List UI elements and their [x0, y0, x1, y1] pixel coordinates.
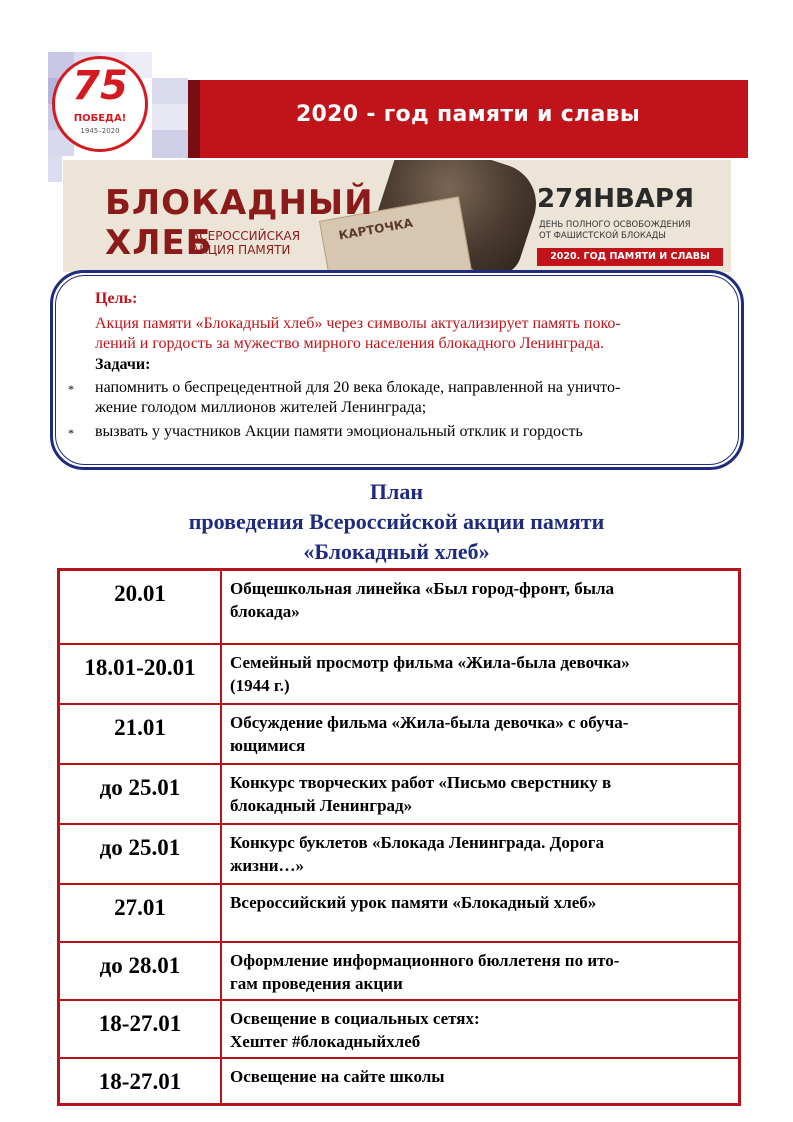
- event-line: Освещение на сайте школы: [230, 1067, 445, 1086]
- event-date: до 25.01: [60, 765, 222, 823]
- event-date: до 25.01: [60, 825, 222, 883]
- goal-heading: Цель:: [95, 290, 138, 307]
- plan-table: [57, 568, 741, 1106]
- banner-date-sub1: ДЕНЬ ПОЛНОГО ОСВОБОЖДЕНИЯ: [539, 220, 691, 230]
- event-description: [222, 825, 738, 883]
- bullet-icon: *: [68, 426, 74, 440]
- event-line: жизни…»: [230, 856, 305, 875]
- event-date: 27.01: [60, 885, 222, 941]
- table-row: [60, 1059, 738, 1103]
- event-date: 20.01: [60, 571, 222, 643]
- header-band: [188, 80, 748, 158]
- decor-square: [48, 156, 62, 182]
- event-line: Освещение в социальных сетях:: [230, 1009, 480, 1028]
- event-description: [222, 1001, 738, 1057]
- logo-word: ПОБЕДА!: [73, 113, 127, 124]
- banner-date: 27ЯНВАРЯ: [537, 184, 694, 214]
- event-line: Конкурс буклетов «Блокада Ленинграда. Дорога: [230, 833, 605, 852]
- goal-text-line2: лений и гордость за мужество мирного населения блокадного Ленинграда.: [95, 335, 605, 352]
- event-line: Оформление информационного бюллетеня по ито-: [230, 951, 620, 970]
- event-line: ющимися: [230, 736, 306, 755]
- banner-subtitle-line1: ВСЕРОССИЙСКАЯ: [191, 229, 301, 243]
- event-line: Общешкольная линейка «Был город-фронт, была: [230, 579, 615, 598]
- table-row: [60, 571, 738, 645]
- event-line: гам проведения акции: [230, 974, 403, 993]
- table-row: [60, 705, 738, 765]
- event-description: [222, 765, 738, 823]
- banner-title-line2: ХЛЕБ: [105, 223, 213, 263]
- event-line: (1944 г.): [230, 676, 290, 695]
- victory-75-logo: [52, 56, 148, 152]
- decor-square: [152, 78, 188, 104]
- table-row: [60, 765, 738, 825]
- event-line: блокадный Ленинград»: [230, 796, 413, 815]
- event-line: Хештег #блокадныйхлеб: [230, 1032, 421, 1051]
- event-line: Всероссийский урок памяти «Блокадный хлеб»: [230, 893, 597, 912]
- task2-line1: вызвать у участников Акции памяти эмоциональный отклик и гордость: [95, 423, 583, 440]
- logo-years: 1945–2020: [80, 127, 120, 135]
- goal-text-line1: Акция памяти «Блокадный хлеб» через символы актуализирует память поко-: [95, 315, 621, 332]
- plan-title-line3: «Блокадный хлеб»: [303, 539, 490, 564]
- plan-title-line1: План: [369, 479, 424, 504]
- event-line: Конкурс творческих работ «Письмо сверстнику в: [230, 773, 612, 792]
- header-title: 2020 - год памяти и славы: [295, 102, 641, 127]
- table-row: [60, 645, 738, 705]
- event-line: блокада»: [230, 602, 300, 621]
- table-row: [60, 825, 738, 885]
- event-description: [222, 1059, 738, 1103]
- logo-number: 75: [72, 63, 128, 109]
- event-line: Обсуждение фильма «Жила-была девочка» с обуча-: [230, 713, 629, 732]
- event-date: 18-27.01: [60, 1001, 222, 1057]
- banner-year-label: 2020. ГОД ПАМЯТИ И СЛАВЫ: [537, 248, 723, 266]
- event-date: 18-27.01: [60, 1059, 222, 1103]
- event-description: [222, 705, 738, 763]
- event-description: [222, 571, 738, 643]
- table-row: [60, 943, 738, 1001]
- banner-date-box: [537, 186, 727, 268]
- task1-line1: напомнить о беспрецедентной для 20 века блокаде, направленной на уничто-: [95, 379, 621, 396]
- table-row: [60, 1001, 738, 1059]
- card-word: КАРТОЧКА: [337, 215, 414, 243]
- event-date: до 28.01: [60, 943, 222, 999]
- event-description: [222, 645, 738, 703]
- plan-title-line2: проведения Всероссийской акции памяти: [188, 509, 605, 534]
- event-date: 21.01: [60, 705, 222, 763]
- banner-subtitle-line2: АКЦИЯ ПАМЯТИ: [191, 243, 291, 257]
- event-date: 18.01-20.01: [60, 645, 222, 703]
- banner-date-sub2: ОТ ФАШИСТСКОЙ БЛОКАДЫ: [539, 231, 666, 241]
- blockade-bread-banner: [63, 160, 731, 272]
- event-description: [222, 885, 738, 941]
- event-line: Семейный просмотр фильма «Жила-была девочка»: [230, 653, 630, 672]
- table-row: [60, 885, 738, 943]
- decor-square: [152, 130, 188, 158]
- banner-title-line1: БЛОКАДНЫЙ: [105, 183, 374, 223]
- decor-square: [152, 104, 188, 130]
- task1-line2: жение голодом миллионов жителей Ленинграда;: [95, 399, 427, 416]
- tasks-heading: Задачи:: [95, 356, 151, 373]
- bullet-icon: *: [68, 382, 74, 396]
- event-description: [222, 943, 738, 999]
